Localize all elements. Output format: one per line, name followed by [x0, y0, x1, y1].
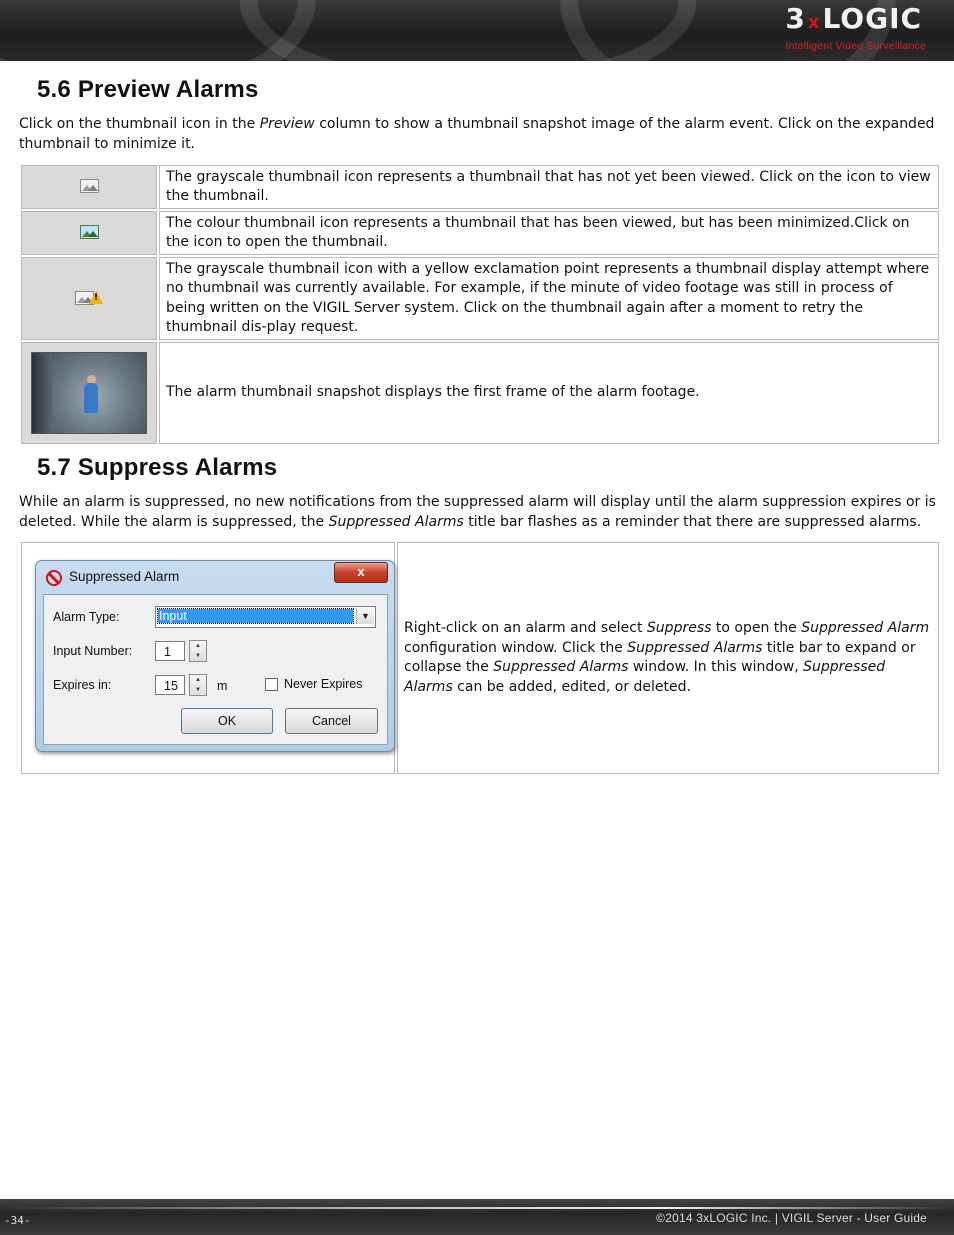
input-number-label: Input Number: — [53, 644, 133, 658]
page-footer — [0, 1199, 954, 1235]
no-entry-icon — [46, 570, 62, 586]
dialog-title: Suppressed Alarm — [69, 569, 180, 584]
warning-icon: ! — [89, 291, 103, 304]
expires-in-field[interactable]: 15 — [155, 675, 185, 695]
suppress-alarms-intro: While an alarm is suppressed, no new notifications from the suppressed alarm will display until the alarm suppression expires or is deleted. While the alarm is suppressed, the Suppressed Alarms title bar flashes as a reminder that there are suppressed alarms. — [19, 494, 936, 530]
close-button[interactable]: x — [334, 562, 388, 583]
icon-cell — [21, 211, 157, 255]
section-heading-preview-alarms: 5.6 Preview Alarms — [37, 76, 259, 103]
company-logo: 3 xLOGIC Intelligent Video Surveillance — [785, 2, 926, 52]
suppressed-alarm-dialog — [35, 560, 395, 752]
colour-thumbnail-icon[interactable] — [80, 225, 99, 239]
expires-in-label: Expires in: — [53, 678, 112, 692]
logo-tagline: Intelligent Video Surveillance — [785, 40, 926, 52]
expires-unit-label: m — [217, 679, 228, 693]
never-expires-label: Never Expires — [284, 677, 363, 691]
alarm-snapshot-image[interactable] — [31, 352, 147, 434]
table-cell-description: The grayscale thumbnail icon with a yellow exclamation point represents a thumbnail display attempt where no thumbnail was currently available. For example, if the minute of video footage was still in process of being written on the VIGIL Server system. Click on the thumbnail again after a moment to retry the thumbnail dis-play request. — [159, 257, 939, 340]
preview-alarms-intro: Click on the thumbnail icon in the Preview column to show a thumbnail snapshot image of the alarm event. Click on the expanded thumbnail to minimize it. — [19, 116, 935, 152]
dialog-body — [43, 594, 388, 745]
expires-in-spinner[interactable]: ▲ ▼ — [189, 674, 207, 696]
icon-cell — [21, 165, 157, 209]
alarm-type-select[interactable] — [155, 606, 376, 628]
footer-decoration — [0, 1207, 954, 1209]
section-heading-suppress-alarms: 5.7 Suppress Alarms — [37, 454, 278, 481]
table-cell-description: The grayscale thumbnail icon represents a thumbnail that has not yet been viewed. Click on the icon to view the thumbnail. — [159, 165, 939, 209]
preview-icons-table — [19, 163, 941, 446]
grayscale-thumbnail-icon[interactable] — [80, 179, 99, 193]
table-row — [21, 165, 939, 209]
input-number-field[interactable]: 1 — [155, 641, 185, 661]
table-row — [21, 257, 939, 340]
table-row — [21, 342, 939, 444]
icon-cell — [21, 257, 157, 340]
icon-cell — [21, 342, 157, 444]
input-number-spinner[interactable]: ▲ ▼ — [189, 640, 207, 662]
header-banner — [0, 0, 954, 61]
suppress-description-cell: Right-click on an alarm and select Suppress to open the Suppressed Alarm configuration window. Click the Suppressed Alarms title bar to expand or collapse the Suppressed Alarms window. In this window, Suppressed Alarms can be added, edited, or deleted. — [397, 542, 939, 774]
table-cell-description: The alarm thumbnail snapshot displays the first frame of the alarm footage. — [159, 342, 939, 444]
ok-button[interactable]: OK — [181, 708, 273, 734]
never-expires-checkbox[interactable] — [265, 678, 278, 691]
cancel-button[interactable]: Cancel — [285, 708, 378, 734]
page-number: -34- — [4, 1214, 31, 1227]
footer-copyright: ©2014 3xLOGIC Inc. | VIGIL Server - User Guide — [656, 1211, 927, 1225]
alarm-type-value: Input — [158, 609, 353, 623]
table-row — [21, 211, 939, 255]
table-cell-description: The colour thumbnail icon represents a thumbnail that has been viewed, but has been minimized.Click on the icon to open the thumbnail. — [159, 211, 939, 255]
alarm-type-label: Alarm Type: — [53, 610, 120, 624]
chevron-down-icon[interactable]: ▼ — [356, 608, 374, 624]
